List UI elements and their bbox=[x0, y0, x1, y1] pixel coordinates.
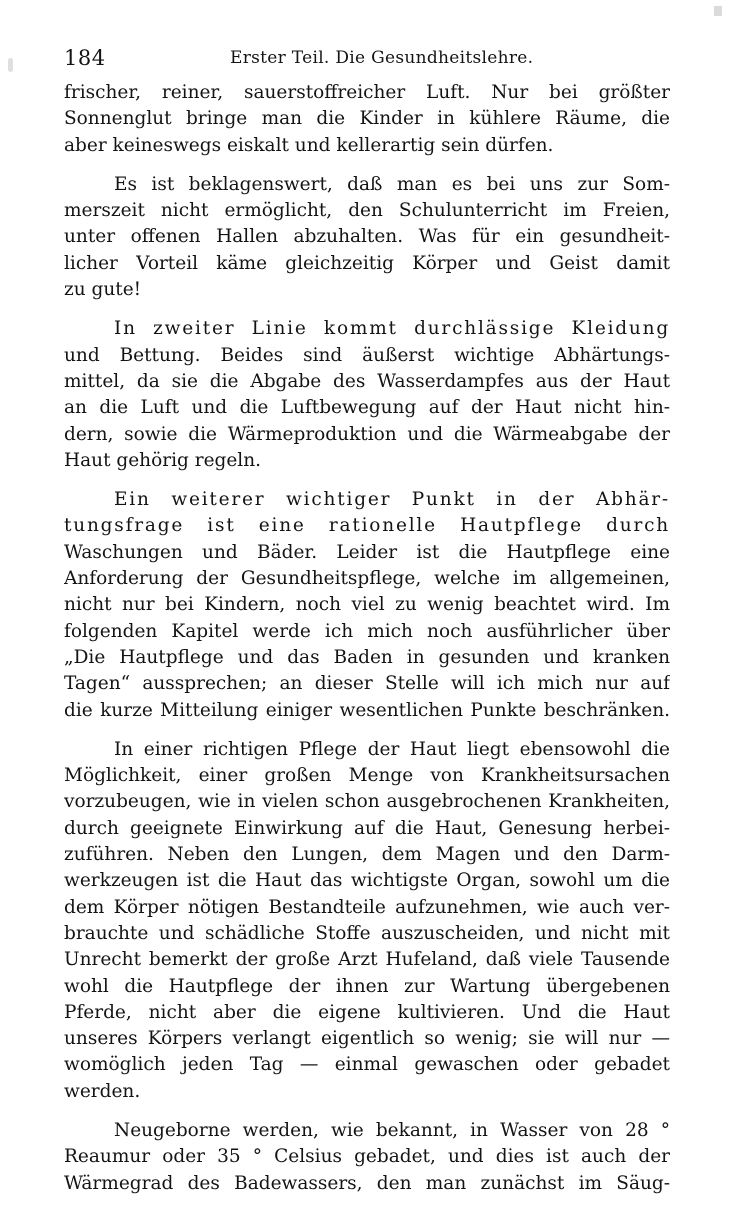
text-line: an die Luft und die Luftbewegung auf der Haut nicht hin- bbox=[64, 397, 670, 419]
text-line: Tagen“ aussprechen; an dieser Stelle will ich mich nur auf bbox=[64, 673, 670, 695]
paragraph bbox=[64, 737, 670, 1105]
paragraph bbox=[64, 487, 670, 724]
text-line: folgenden Kapitel werde ich mich noch ausführlicher über bbox=[64, 620, 670, 642]
text-line: dern, sowie die Wärmeproduktion und die Wärmeabgabe der bbox=[64, 423, 670, 445]
text-line: Ein weiterer wichtiger Punkt in der Abhär- bbox=[114, 489, 670, 511]
text-line: vorzubeugen, wie in vielen schon ausgebrochenen Krankheiten, bbox=[64, 791, 670, 813]
text-line: frischer, reiner, sauerstoffreicher Luft. Nur bei größter bbox=[64, 82, 670, 103]
body-text bbox=[64, 80, 670, 1210]
text-line: unseres Körpers verlangt eigentlich so wenig; sie will nur — bbox=[64, 1028, 670, 1050]
text-line: Wärmegrad des Badewassers, den man zunächst im Säug- bbox=[64, 1172, 670, 1194]
text-line: Unrecht bemerkt der große Arzt Hufeland, daß viele Tausende bbox=[64, 949, 670, 971]
page-number: 184 bbox=[64, 46, 106, 70]
paragraph bbox=[64, 1118, 670, 1197]
text-line: Haut gehörig regeln. bbox=[64, 449, 262, 471]
text-line: brauchte und schädliche Stoffe auszuscheiden, und nicht mit bbox=[64, 922, 670, 944]
text-line: zuführen. Neben den Lungen, dem Magen und den Darm- bbox=[64, 844, 670, 866]
text-line: Reaumur oder 35 ° Celsius gebadet, und dies ist auch der bbox=[64, 1146, 670, 1168]
text-line: womöglich jeden Tag — einmal gewaschen oder gebadet bbox=[64, 1054, 670, 1076]
text-line: die kurze Mitteilung einiger wesentlichen Punkte beschränken. bbox=[64, 699, 670, 721]
paragraph bbox=[64, 172, 670, 303]
paper-smudge bbox=[8, 58, 13, 72]
text-line: „Die Hautpflege und das Baden in gesunden und kranken bbox=[64, 646, 670, 668]
text-line: dem Körper nötigen Bestandteile aufzunehmen, wie auch ver- bbox=[64, 896, 670, 918]
text-line: Neugeborne werden, wie bekannt, in Wasser von 28 ° bbox=[114, 1119, 670, 1141]
text-line: In zweiter Linie kommt durchlässige Kleidung bbox=[114, 318, 670, 340]
text-line: wohl die Hautpflege der ihnen zur Wartung übergebenen bbox=[64, 975, 670, 997]
text-line: licher Vorteil käme gleichzeitig Körper und Geist damit bbox=[64, 252, 670, 274]
paragraph bbox=[64, 80, 670, 159]
text-line: mittel, da sie die Abgabe des Wasserdampfes aus der Haut bbox=[64, 370, 670, 392]
text-line: aber keineswegs eiskalt und kellerartig sein dürfen. bbox=[64, 134, 554, 156]
text-line: unter offenen Hallen abzuhalten. Was für ein gesundheit- bbox=[64, 226, 670, 248]
corner-scan-mark bbox=[714, 6, 722, 16]
text-line: nicht nur bei Kindern, noch viel zu wenig beachtet wird. Im bbox=[64, 594, 670, 616]
text-line: Pferde, nicht aber die eigene kultivieren. Und die Haut bbox=[64, 1001, 670, 1023]
paragraph bbox=[64, 316, 670, 474]
text-line: Möglichkeit, einer großen Menge von Krankheitsursachen bbox=[64, 765, 670, 787]
text-line: werden. bbox=[64, 1080, 141, 1102]
text-line: tungsfrage ist eine rationelle Hautpflege durch bbox=[64, 515, 670, 537]
running-head: Erster Teil. Die Gesundheitslehre. bbox=[230, 48, 534, 68]
text-line: zu gute! bbox=[64, 279, 142, 301]
text-line: Anforderung der Gesundheitspflege, welche im allgemeinen, bbox=[64, 568, 670, 590]
text-line: merszeit nicht ermöglicht, den Schulunterricht im Freien, bbox=[64, 200, 670, 222]
text-line: Waschungen und Bäder. Leider ist die Hautpflege eine bbox=[64, 541, 670, 563]
text-line: und Bettung. Beides sind äußerst wichtige Abhärtungs- bbox=[64, 344, 670, 366]
text-line: Es ist beklagenswert, daß man es bei uns zur Som- bbox=[114, 173, 670, 195]
text-line: durch geeignete Einwirkung auf die Haut, Genesung herbei- bbox=[64, 817, 670, 839]
text-line: werkzeugen ist die Haut das wichtigste Organ, sowohl um die bbox=[64, 870, 670, 892]
text-line: Sonnenglut bringe man die Kinder in kühlere Räume, die bbox=[64, 108, 670, 130]
page-header bbox=[64, 40, 670, 70]
text-line: In einer richtigen Pflege der Haut liegt ebensowohl die bbox=[114, 738, 670, 760]
